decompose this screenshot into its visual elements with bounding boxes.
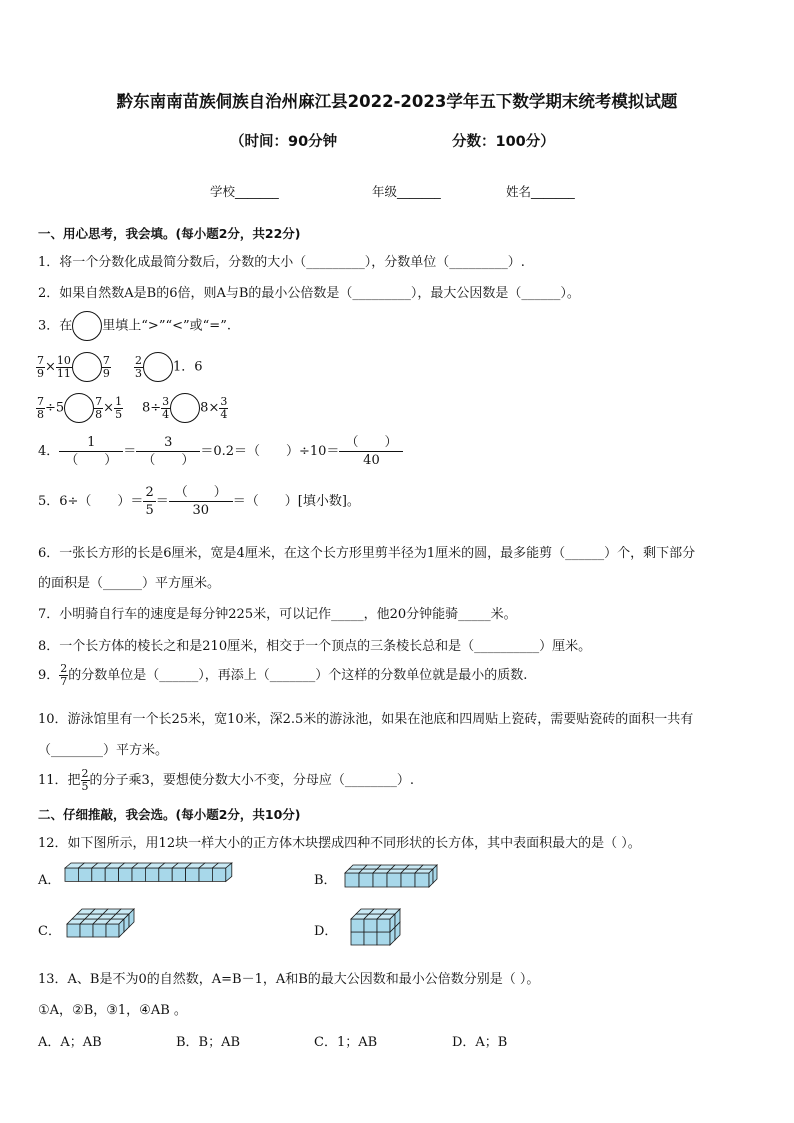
question-10-cont: （________）平方米。 — [38, 743, 169, 758]
question-12: 12．如下图所示，用12块一样大小的正方体木块摆成四种不同形状的长方体，其中表面积最大的是（ ）。 — [38, 836, 641, 851]
cuboid-figure-d — [350, 908, 408, 950]
question-4: 4． 1 （ ） ＝ 3 （ ） ＝0.2＝（ ）÷10＝ （ ） 40 — [38, 434, 403, 469]
fraction: 1 （ ） — [59, 434, 123, 469]
question-2: 2．如果自然数A是B的6倍，则A与B的最小公倍数是（_________），最大公因数是（______）。 — [38, 286, 580, 301]
cube-face — [351, 932, 364, 945]
question-1: 1．将一个分数化成最简分数后，分数的大小（_________），分数单位（_________）. — [38, 255, 525, 270]
answer-circle — [64, 393, 94, 423]
cube-face — [67, 924, 80, 937]
fraction: （ ） 30 — [169, 484, 233, 519]
fraction: $\frac{10}{11}$ — [56, 353, 71, 380]
cube-face — [364, 932, 377, 945]
answer-circle — [143, 352, 173, 382]
fraction: （ ） 40 — [339, 434, 403, 469]
cube-face — [359, 873, 373, 887]
cube-face — [364, 919, 377, 932]
cuboid-figure-b — [344, 864, 440, 892]
fraction: $\frac{7}{8}$ — [95, 394, 103, 421]
cube-face — [78, 868, 91, 881]
cube-face — [159, 868, 172, 881]
question-8: 8．一个长方体的棱长之和是210厘米，相交于一个顶点的三条棱长总和是（__________）厘米。 — [38, 639, 592, 654]
fraction: $\frac{2}{5}$ — [145, 485, 154, 518]
answer-circle — [72, 352, 102, 382]
page-title: 黔东南南苗族侗族自治州麻江县2022-2023学年五下数学期末统考模拟试题 — [116, 92, 678, 111]
q13-option-d: D．A；B — [452, 1035, 508, 1050]
fraction: $\frac{7}{8}$ — [37, 394, 44, 421]
question-3 — [38, 311, 231, 341]
cube-face — [351, 919, 364, 932]
cuboid-figure-a — [64, 862, 234, 888]
question-9: 9． $\frac{2}{7}$ 的分数单位是（______），再添上（_______）个这样的分数单位就是最小的质数. — [38, 662, 528, 688]
question-13-items: ①A，②B，③1，④AB 。 — [38, 1003, 187, 1018]
question-10: 10．游泳馆里有一个长25米，宽10米，深2.5米的游泳池，如果在池底和四周贴上瓷砖，需要贴瓷砖的面积一共有 — [38, 712, 694, 727]
q3-expr-4: 8÷ $\frac{3}{4}$ 8× $\frac{3}{4}$ — [142, 393, 228, 423]
fraction: $\frac{2}{3}$ — [135, 353, 142, 380]
question-11: 11．把 $\frac{2}{5}$ 的分子乘3，要想使分数大小不变，分母应（________）. — [38, 767, 414, 793]
cube-face — [212, 868, 225, 881]
option-c-label: C． — [38, 924, 61, 939]
q3-expr-1: $\frac{7}{9}$ × $\frac{10}{11}$ $\frac{7}{9}$ — [36, 352, 111, 382]
cube-face — [199, 868, 212, 881]
cube-face — [377, 919, 390, 932]
cuboid-figure-c — [66, 908, 136, 948]
section-two-heading: 二、仔细推敲，我会选。(每小题2分，共10分) — [38, 807, 301, 822]
q13-option-a: A．A；AB — [38, 1035, 102, 1050]
question-6-cont: 的面积是（______）平方厘米。 — [38, 576, 221, 591]
cube-face — [387, 873, 401, 887]
fraction: $\frac{7}{9}$ — [37, 353, 44, 380]
school-field: 学校_______ — [210, 184, 279, 199]
question-13: 13．A、B是不为0的自然数，A=B－1，A和B的最大公因数和最小公倍数分别是（ ）。 — [38, 972, 540, 987]
cube-face — [172, 868, 185, 881]
q13-option-c: C．1；AB — [314, 1035, 378, 1050]
q3-expr-2: $\frac{2}{3}$ 1．6 — [134, 352, 203, 382]
cube-face — [345, 873, 359, 887]
section-one-heading: 一、用心思考，我会填。(每小题2分，共22分) — [38, 226, 301, 241]
fraction: $\frac{1}{5}$ — [115, 394, 123, 421]
cube-face — [65, 868, 78, 881]
fraction: $\frac{2}{7}$ — [60, 662, 68, 688]
cube-face — [92, 868, 105, 881]
question-7: 7．小明骑自行车的速度是每分钟225米，可以记作_____，他20分钟能骑_____米。 — [38, 607, 517, 622]
grade-field: 年级_______ — [372, 184, 441, 199]
cube-face — [145, 868, 158, 881]
name-field: 姓名_______ — [506, 184, 575, 199]
q3-expr-3: $\frac{7}{8}$ ÷5 $\frac{7}{8}$ × $\frac{1}{5}$ — [36, 393, 123, 423]
cube-face — [186, 868, 199, 881]
cube-face — [132, 868, 145, 881]
cube-face — [105, 868, 118, 881]
fraction: $\frac{2}{5}$ — [81, 767, 89, 793]
cube-face — [415, 873, 429, 887]
fraction: $\frac{3}{4}$ — [162, 394, 170, 421]
option-d-label: D． — [314, 924, 338, 939]
cube-face — [377, 932, 390, 945]
fraction: $\frac{3}{4}$ — [220, 394, 228, 421]
option-a-label: A． — [38, 873, 61, 888]
q3-suffix: 里填上“>”“<”或“=”. — [102, 318, 231, 334]
answer-circle — [170, 393, 200, 423]
score-label: 分数：100分） — [452, 134, 555, 150]
q3-prefix: 3．在 — [38, 318, 73, 334]
cube-face — [106, 924, 119, 937]
cube-face — [93, 924, 106, 937]
time-label: （时间：90分钟 — [230, 134, 338, 150]
cube-face — [373, 873, 387, 887]
answer-circle — [72, 311, 102, 341]
cube-face — [80, 924, 93, 937]
question-5: 5．6÷（ ）＝ $\frac{2}{5}$ ＝ （ ） 30 ＝（ ）[填小数]。 — [38, 485, 360, 518]
fraction: $\frac{7}{9}$ — [102, 353, 110, 380]
option-b-label: B． — [314, 873, 337, 888]
cube-face — [119, 868, 132, 881]
question-6: 6．一张长方形的长是6厘米，宽是4厘米，在这个长方形里剪半径为1厘米的圆，最多能剪（______）个，剩下部分 — [38, 546, 696, 561]
fraction: 3 （ ） — [136, 434, 200, 469]
cube-face — [401, 873, 415, 887]
q13-option-b: B．B；AB — [176, 1035, 241, 1050]
